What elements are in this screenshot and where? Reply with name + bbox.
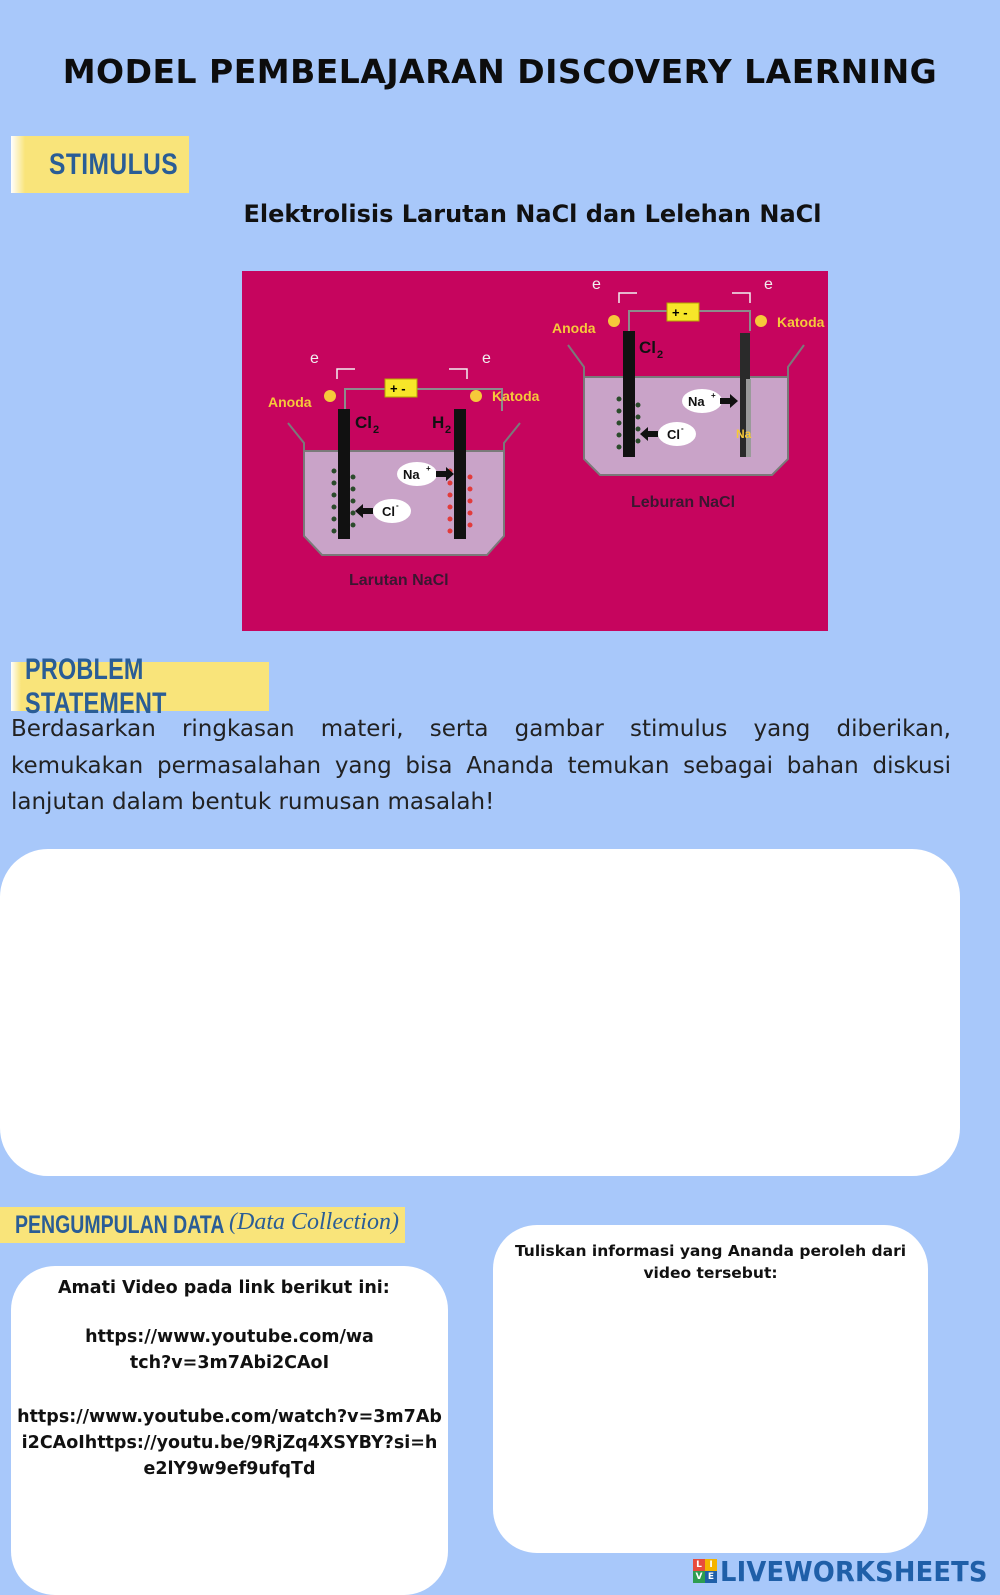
left-cation: Na bbox=[403, 467, 420, 482]
left-cathode-gas-sub: 2 bbox=[445, 424, 452, 436]
liveworksheets-logo-text: LIVEWORKSHEETS bbox=[720, 1554, 988, 1588]
left-anode-label: Anoda bbox=[268, 394, 312, 410]
svg-text:-: - bbox=[396, 501, 399, 510]
problem-statement-tag bbox=[11, 652, 269, 720]
right-battery-label: + - bbox=[672, 305, 688, 320]
left-cathode-label: Katoda bbox=[492, 388, 540, 404]
data-collection-tag-sublabel: (Data Collection) bbox=[229, 1209, 399, 1235]
data-collection-tag-label: PENGUMPULAN DATA bbox=[15, 1210, 225, 1239]
right-cathode-label: Katoda bbox=[777, 314, 825, 330]
right-anode-gas-sub: 2 bbox=[657, 349, 664, 361]
left-cathode-gas: H bbox=[432, 413, 445, 432]
video-link-2[interactable]: https://www.youtube.com/watch?v=3m7Abi2CAoIhttps://youtu.be/9RjZq4XSYBY?si=he2lY9w9ef9ufqTd bbox=[17, 1407, 442, 1479]
left-battery-label: + - bbox=[390, 381, 406, 396]
stimulus-subtitle: Elektrolisis Larutan NaCl dan Lelehan NaCl bbox=[243, 200, 822, 228]
svg-text:-: - bbox=[681, 424, 684, 433]
right-metal-label: Na bbox=[736, 427, 752, 441]
right-caption: Leburan NaCl bbox=[631, 494, 736, 511]
left-anion: Cl bbox=[382, 504, 395, 519]
page-title: MODEL PEMBELAJARAN DISCOVERY LAERNING bbox=[62, 52, 938, 91]
liveworksheets-logo bbox=[693, 1554, 1000, 1588]
left-electron-left: e bbox=[310, 350, 319, 367]
video-info-instruction: Tuliskan informasi yang Ananda peroleh dari video tersebut: bbox=[514, 1242, 907, 1282]
left-anode-gas: Cl bbox=[355, 413, 372, 432]
right-electron-right: e bbox=[764, 276, 773, 293]
problem-answer-box[interactable] bbox=[0, 849, 960, 1176]
right-cation: Na bbox=[688, 394, 705, 409]
stimulus-tag bbox=[11, 136, 189, 193]
left-anode-gas-sub: 2 bbox=[373, 424, 380, 436]
svg-text:+: + bbox=[711, 391, 716, 400]
video-instruction: Amati Video pada link berikut ini: bbox=[58, 1278, 390, 1298]
data-collection-tag bbox=[0, 1207, 405, 1243]
right-electron-left: e bbox=[592, 276, 601, 293]
right-anode-gas: Cl bbox=[639, 338, 656, 357]
video-link-1[interactable]: https://www.youtube.com/watch?v=3m7Abi2CAoI bbox=[85, 1327, 374, 1373]
problem-statement-text: Berdasarkan ringkasan materi, serta gambar stimulus yang diberikan, kemukakan permasalahan yang bisa Ananda temukan sebagai bahan diskusi lanjutan dalam bentuk rumusan masalah! bbox=[11, 716, 951, 815]
electrolysis-diagram bbox=[242, 271, 828, 631]
right-anion: Cl bbox=[667, 427, 680, 442]
problem-statement-tag-label: PROBLEM STATEMENT bbox=[25, 652, 167, 720]
right-anode-label: Anoda bbox=[552, 320, 596, 336]
stimulus-tag-label: STIMULUS bbox=[49, 147, 179, 181]
left-electron-right: e bbox=[482, 350, 491, 367]
left-caption: Larutan NaCl bbox=[349, 572, 449, 589]
liveworksheets-icon: L I V E bbox=[693, 1559, 717, 1583]
svg-text:+: + bbox=[426, 464, 431, 473]
